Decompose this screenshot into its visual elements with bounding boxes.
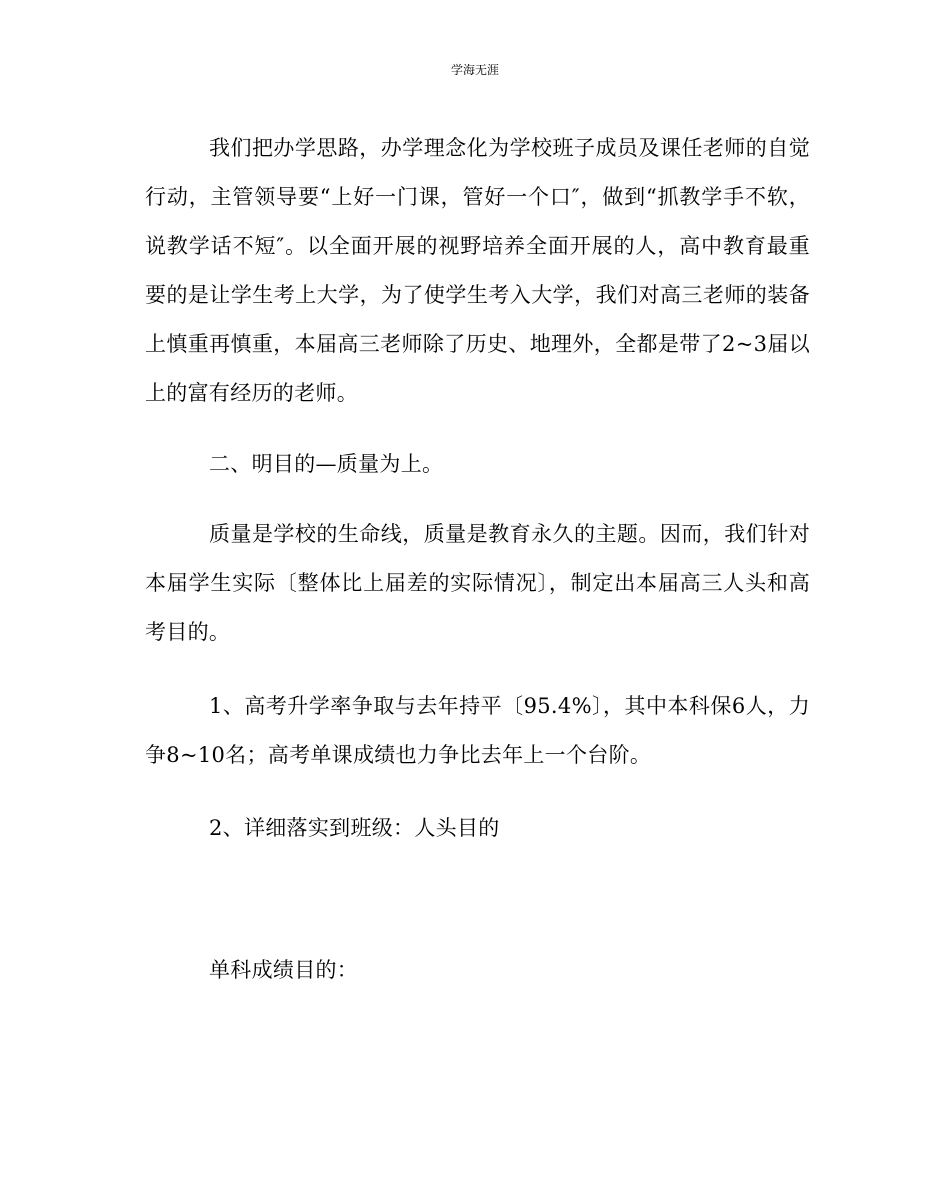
section-heading-quality: 二、明目的—质量为上。 — [209, 452, 444, 476]
paragraph-admission-goal: 1、高考升学率争取与去年持平〔95.4%〕，其中本科保6人，力争8~10名；高考单课成绩也力争比去年上一个台阶。 — [145, 694, 810, 767]
paragraph-teaching-philosophy: 我们把办学思路，办学理念化为学校班子成员及课任老师的自觉行动，主管领导要“上好一门课，管好一个口″，做到“抓教学手不软，说教学话不短″。以全面开展的视野培养全面开展的人，高中教育最重要的是让学生考上大学，为了使学生考入大学，我们对高三老师的装备上慎重再慎重，本届高三老师除了历史、地理外，全都是带了2~3届以上的富有经历的老师。 — [145, 136, 810, 405]
page-header: 学海无涯 — [450, 63, 499, 77]
paragraph-subject-targets: 单科成绩目的： — [209, 958, 359, 982]
paragraph-class-targets: 2、详细落实到班级：人头目的 — [209, 816, 500, 840]
paragraph-quality-lifeline: 质量是学校的生命线，质量是教育永久的主题。因而，我们针对本届学生实际〔整体比上届差的实际情况〕，制定出本届高三人头和高考目的。 — [145, 522, 810, 644]
